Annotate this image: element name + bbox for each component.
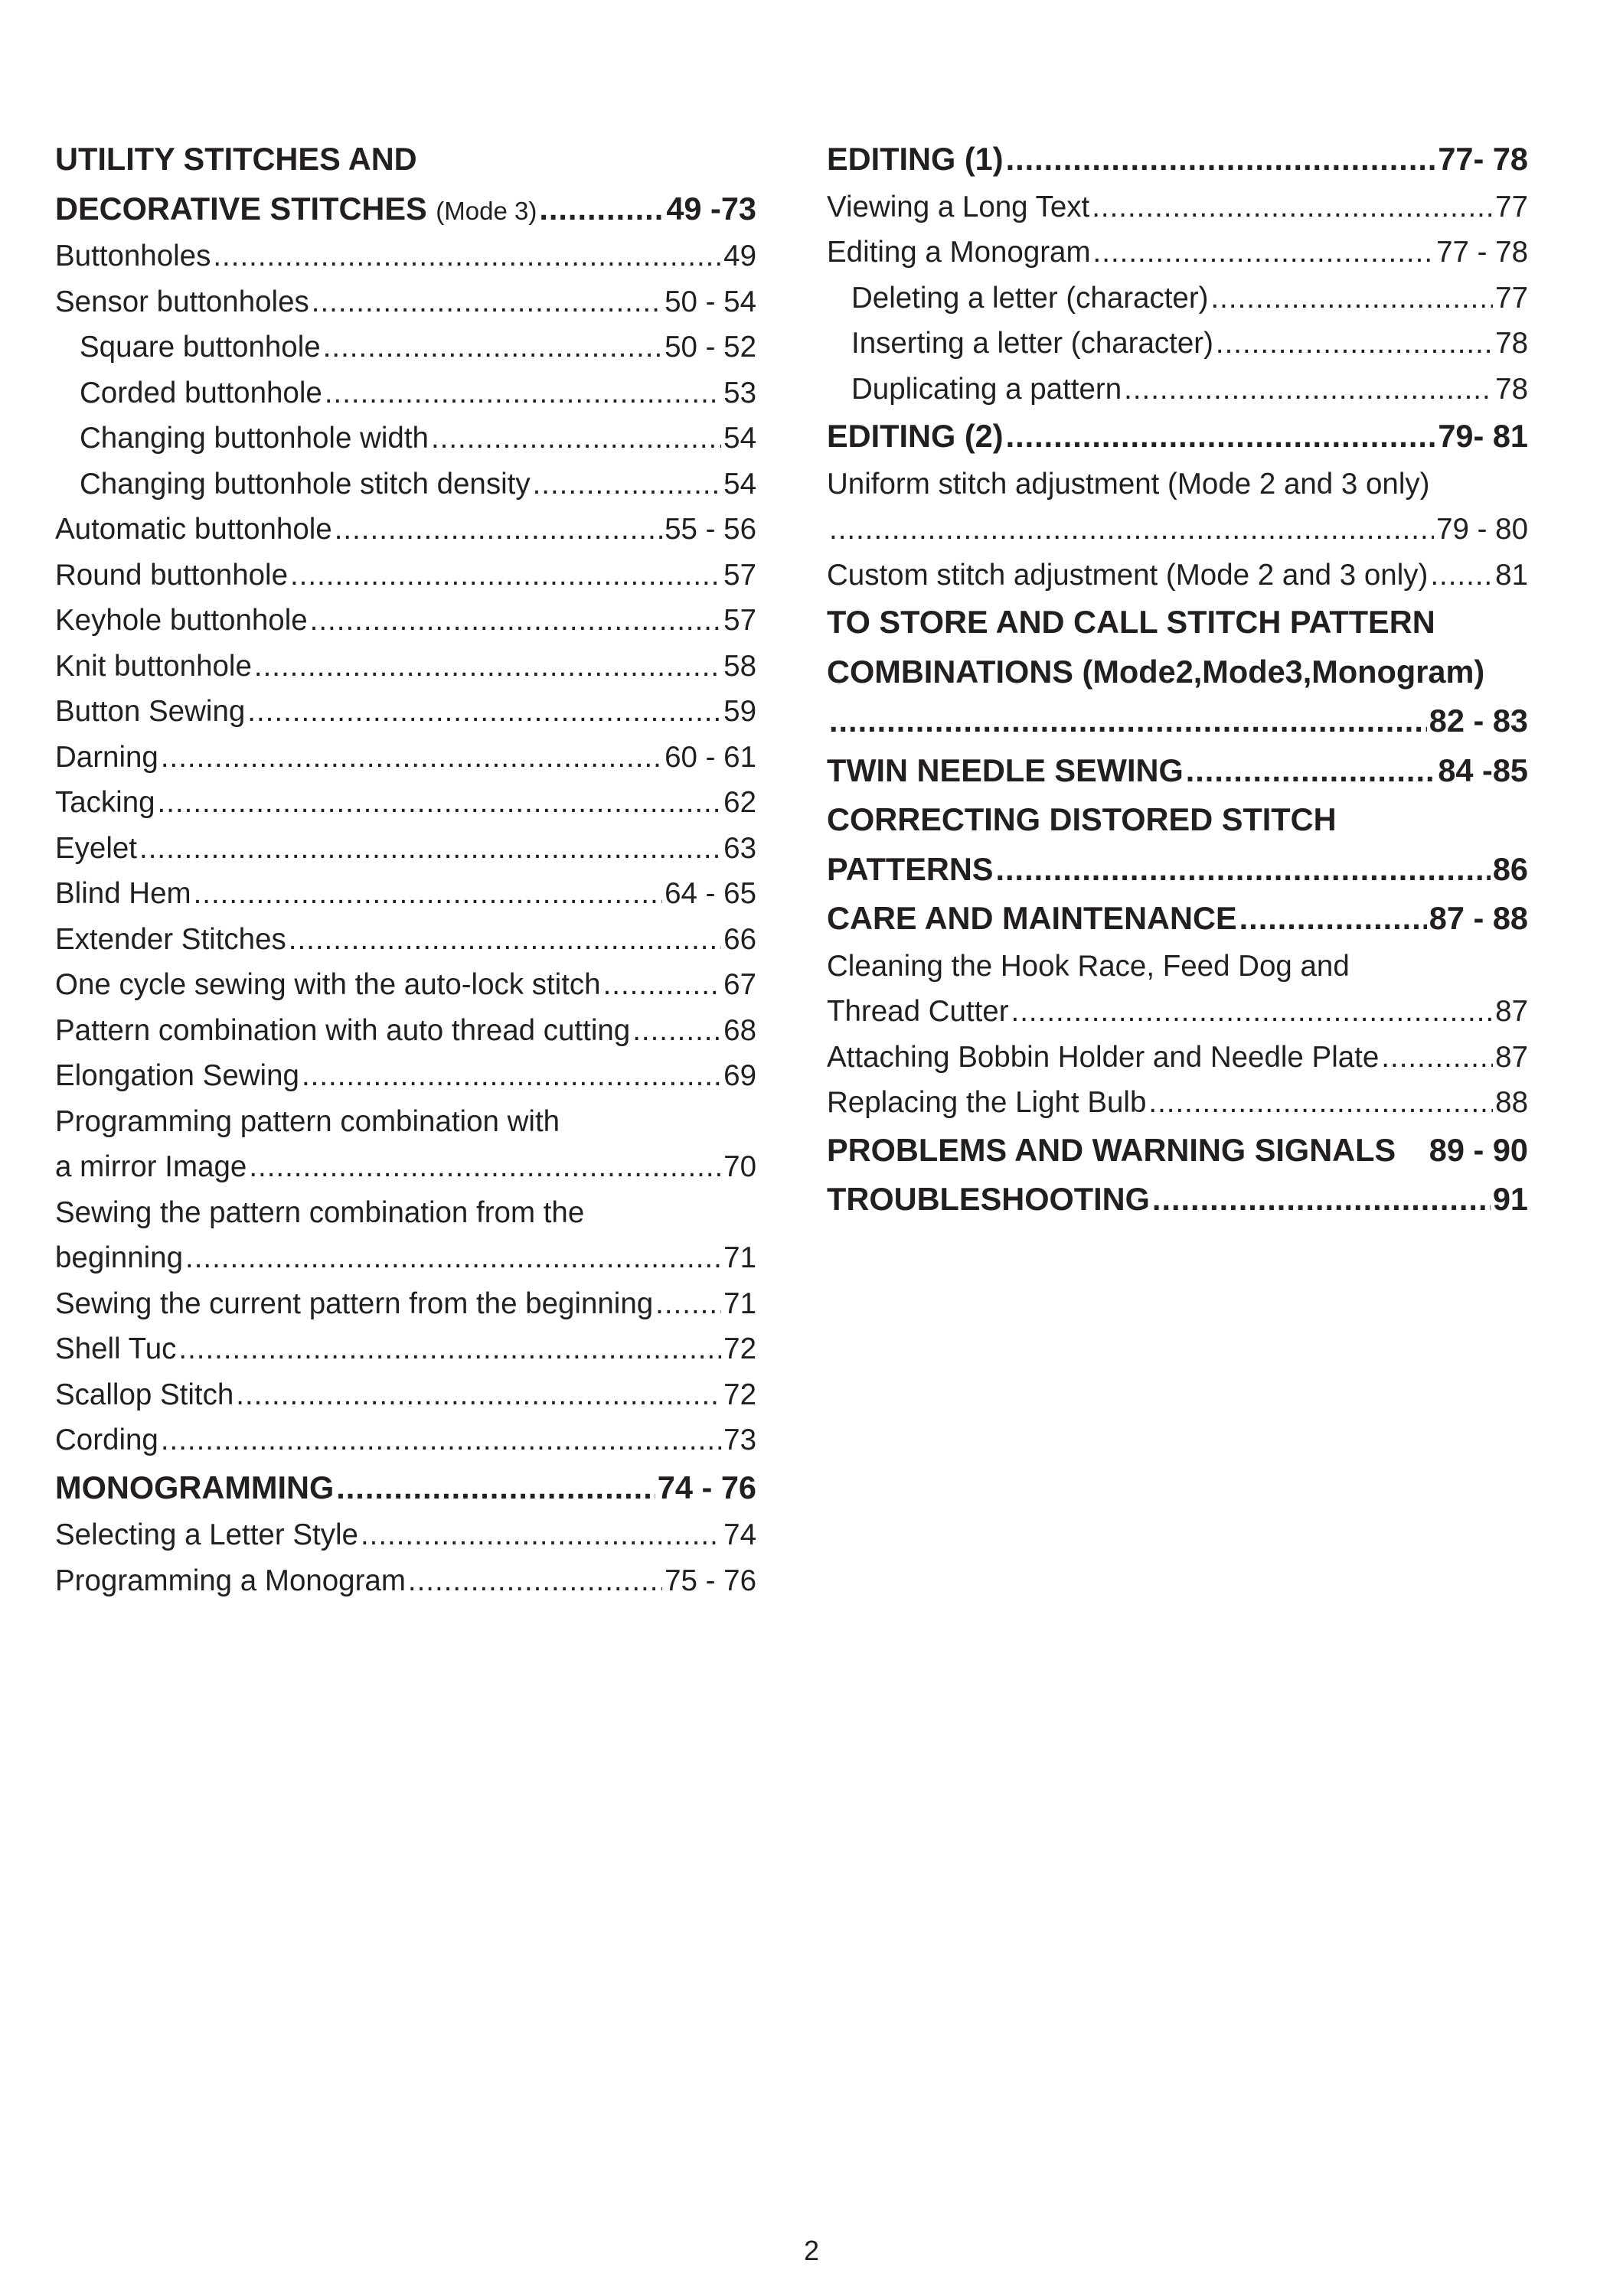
dot-leader [290,553,721,598]
toc-entry-title: a mirror Image [55,1150,247,1183]
toc-entry-title: Custom stitch adjustment (Mode 2 and 3 only) [827,558,1429,592]
toc-page-number: 64 - 65 [665,877,756,910]
toc-page-number: 87 [1495,1040,1528,1074]
toc-entry[interactable] [55,1372,756,1418]
toc-page-number: 86 [1492,850,1528,887]
toc-section-heading[interactable] [827,845,1528,895]
toc-entry-title: Round buttonhole [55,558,288,592]
toc-entry[interactable] [55,553,756,598]
toc-page-number: 77 [1495,281,1528,315]
dot-leader [247,689,721,735]
toc-entry-title: Attaching Bobbin Holder and Needle Plate [827,1040,1380,1074]
toc-subentry[interactable] [55,325,756,370]
toc-entry[interactable] [55,1281,756,1327]
toc-section-heading[interactable] [827,647,1528,697]
toc-section-heading[interactable] [827,795,1528,845]
toc-entry-title: Shell Tuc [55,1332,177,1365]
dot-leader [1124,367,1493,413]
toc-entry[interactable] [55,644,756,690]
toc-entry-title: Extender Stitches [55,922,286,956]
toc-entry-title: Square buttonhole [80,331,321,364]
toc-entry-title: Pattern combination with auto thread cutting [55,1013,631,1047]
toc-entry-title: Programming a Monogram [55,1564,406,1597]
dot-leader [1239,894,1427,944]
dot-leader [1006,135,1436,184]
toc-section-heading[interactable] [55,184,756,234]
toc-page-number: 74 - 76 [657,1469,756,1505]
dot-leader [539,184,664,234]
toc-entry-title: Uniform stitch adjustment (Mode 2 and 3 only) [827,467,1430,501]
dot-leader [1092,184,1493,230]
toc-page-number: 54 [723,422,756,455]
toc-page-number: 78 [1495,327,1528,360]
toc-entry-title: Blind Hem [55,877,191,910]
toc-entry-title: Cleaning the Hook Race, Feed Dog and [827,949,1350,983]
toc-page-number: 63 [723,831,756,865]
dot-leader [213,233,721,279]
dot-leader [249,1144,721,1190]
toc-section-heading[interactable] [55,1463,756,1513]
toc-entry[interactable] [55,1558,756,1604]
toc-entry[interactable] [55,1053,756,1099]
toc-entry[interactable] [55,826,756,872]
toc-entry-title: Button Sewing [55,695,246,728]
toc-subentry[interactable] [55,370,756,416]
toc-entry[interactable] [827,230,1528,276]
toc-entry[interactable] [55,1512,756,1558]
toc-page-number: 89 - 90 [1429,1131,1528,1168]
toc-page-number: 74 [723,1518,756,1551]
dot-leader [236,1372,721,1418]
toc-page-number: 71 [723,1287,756,1320]
toc-page-number: 79 - 80 [1436,513,1528,546]
dot-leader [178,1326,721,1372]
toc-entry-title: Changing buttonhole width [80,422,429,455]
dot-leader [336,1463,655,1513]
dot-leader [325,370,721,416]
toc-page-number: 88 [1495,1086,1528,1119]
toc-entry-title: beginning [55,1241,183,1274]
toc-page-number: 54 [723,467,756,501]
toc-section-heading[interactable] [827,894,1528,944]
toc-page-number: 82 - 83 [1429,703,1528,739]
toc-entry-title: Tacking [55,786,155,819]
toc-entry-title: One cycle sewing with the auto-lock stitch [55,968,601,1001]
dot-leader [1186,746,1436,796]
toc-entry-title: Duplicating a pattern [851,372,1122,406]
toc-page-number: 71 [723,1241,756,1274]
toc-entry-title: Programming pattern combination with [55,1104,560,1138]
toc-page-number: 50 - 52 [665,331,756,364]
toc-page-number: 77 - 78 [1436,236,1528,269]
toc-entry-title: Sensor buttonholes [55,285,309,318]
toc-page-number: 62 [723,786,756,819]
toc-entry-title: Editing a Monogram [827,236,1091,269]
dot-leader [408,1558,662,1604]
dot-leader [361,1512,721,1558]
dot-leader [1430,553,1493,598]
toc-page-number: 57 [723,558,756,592]
toc-entry-title: COMBINATIONS (Mode2,Mode3,Monogram) [827,653,1485,690]
dot-leader [829,696,1427,746]
toc-entry-title: TROUBLESHOOTING [827,1181,1150,1217]
toc-page-number: 55 - 56 [665,513,756,546]
toc-page-number: 58 [723,649,756,683]
toc-entry-title: DECORATIVE STITCHES (Mode 3) [55,190,537,227]
toc-entry-title: Scallop Stitch [55,1378,234,1411]
toc-page-number: 70 [723,1150,756,1183]
toc-entry-title: Thread Cutter [827,995,1009,1028]
dot-leader [1152,1175,1491,1225]
toc-entry[interactable] [55,1008,756,1054]
toc-entry-title: TWIN NEEDLE SEWING [827,752,1184,788]
dot-leader [1148,1080,1493,1126]
toc-entry[interactable] [55,735,756,781]
toc-page-number: 72 [723,1378,756,1411]
toc-section-heading[interactable] [827,412,1528,461]
toc-page-number: 77 [1495,190,1528,223]
dot-leader [655,1281,721,1327]
toc-entry[interactable] [827,553,1528,598]
toc-entry-title: EDITING (2) [827,418,1004,454]
toc-entry[interactable] [55,1417,756,1463]
toc-entry-title: UTILITY STITCHES AND [55,141,417,177]
toc-page-number: 60 - 61 [665,740,756,774]
toc-entry[interactable] [55,871,756,917]
toc-page-number: 49 -73 [666,190,756,227]
toc-entry-title: EDITING (1) [827,141,1004,177]
toc-page-number: 91 [1492,1181,1528,1217]
toc-section-heading[interactable] [827,1175,1528,1225]
toc-entry[interactable] [55,507,756,553]
toc-entry-title: Sewing the pattern combination from the [55,1195,585,1229]
dot-leader [1093,230,1435,276]
dot-leader [1006,412,1436,461]
dot-leader [194,871,663,917]
dot-leader [254,644,721,690]
toc-section-heading[interactable] [827,746,1528,796]
toc-page-number: 69 [723,1059,756,1092]
toc-entry-title: Replacing the Light Bulb [827,1086,1147,1119]
toc-page-number: 57 [723,604,756,637]
dot-leader [603,962,722,1008]
dot-leader [1216,321,1493,367]
toc-entry[interactable] [55,689,756,735]
toc-page-number: 50 - 54 [665,285,756,318]
toc-page-number: 68 [723,1013,756,1047]
toc-entry-title: MONOGRAMMING [55,1469,335,1505]
dot-leader [161,1417,721,1463]
toc-section-heading[interactable] [827,1126,1528,1176]
dot-leader [996,845,1491,895]
toc-entry[interactable] [827,507,1528,553]
dot-leader [323,325,662,370]
toc-page-number: 53 [723,376,756,409]
toc-entry-title: Deleting a letter (character) [851,281,1209,315]
toc-page-number: 59 [723,695,756,728]
dot-leader [632,1008,721,1054]
toc-left-column [55,135,756,1603]
toc-entry[interactable] [55,279,756,325]
dot-leader [310,598,722,644]
toc-page-number: 87 - 88 [1429,900,1528,936]
toc-subentry[interactable] [827,367,1528,413]
toc-entry-title: Corded buttonhole [80,376,322,409]
toc-entry[interactable] [55,1235,756,1281]
dot-leader [335,507,662,553]
toc-section-heading[interactable] [55,135,756,184]
toc-subentry[interactable] [55,461,756,507]
toc-entry-note: (Mode 3) [436,196,537,225]
toc-entry-title: Eyelet [55,831,138,865]
toc-entry[interactable] [55,962,756,1008]
page-number: 2 [803,2235,820,2266]
dot-leader [533,461,722,507]
toc-page-number: 73 [723,1424,756,1456]
dot-leader [185,1235,721,1281]
dot-leader [312,279,662,325]
toc-entry[interactable] [827,1080,1528,1126]
dot-leader [302,1053,721,1099]
toc-subentry[interactable] [827,321,1528,367]
toc-entry[interactable] [55,598,756,644]
dot-leader [1381,1035,1493,1081]
toc-entry[interactable] [827,1035,1528,1081]
toc-entry-title: PROBLEMS AND WARNING SIGNALS [827,1131,1396,1168]
toc-entry-title: CARE AND MAINTENANCE [827,900,1237,936]
dot-leader [1210,276,1493,321]
toc-entry-title: Sewing the current pattern from the beginning [55,1287,654,1320]
dot-leader [158,780,722,826]
toc-entry-title: Changing buttonhole stitch density [80,467,531,501]
toc-entry-title: Automatic buttonhole [55,513,332,546]
toc-entry[interactable] [827,989,1528,1035]
toc-entry-title: Buttonholes [55,240,211,272]
toc-subentry[interactable] [55,416,756,461]
toc-entry-title: TO STORE AND CALL STITCH PATTERN [827,604,1435,640]
toc-page-number: 78 [1495,372,1528,406]
toc-page-number: 77- 78 [1438,141,1528,177]
toc-section-heading[interactable] [827,696,1528,746]
dot-leader [431,416,721,461]
toc-entry-title: Selecting a Letter Style [55,1518,358,1551]
toc-entry-title: Darning [55,740,158,774]
toc-entry-title: Cording [55,1424,158,1456]
toc-entry[interactable] [55,917,756,963]
toc-page-number: 75 - 76 [665,1564,756,1597]
toc-section-heading[interactable] [827,135,1528,184]
toc-page-number: 79- 81 [1438,418,1528,454]
dot-leader [289,917,721,963]
toc-page-number: 72 [723,1332,756,1365]
dot-leader [139,826,721,872]
toc-entry[interactable] [55,1190,756,1236]
toc-page-number: 81 [1495,558,1528,592]
toc-page-number: 67 [723,968,756,1001]
toc-entry[interactable] [55,1099,756,1145]
toc-entry[interactable] [55,1144,756,1190]
toc-entry[interactable] [827,461,1528,507]
toc-page-number: 66 [723,922,756,956]
toc-entry[interactable] [827,944,1528,990]
dot-leader [1011,989,1494,1035]
toc-entry[interactable] [55,233,756,279]
toc-entry-title: Viewing a Long Text [827,190,1090,223]
toc-entry-title: Keyhole buttonhole [55,604,308,637]
toc-entry-title: Elongation Sewing [55,1059,299,1092]
toc-page-number: 87 [1495,995,1528,1028]
dot-leader [829,507,1434,553]
toc-section-heading[interactable] [827,598,1528,647]
toc-entry-title: CORRECTING DISTORED STITCH [827,801,1337,837]
toc-subentry[interactable] [827,276,1528,321]
toc-entry[interactable] [55,780,756,826]
toc-entry[interactable] [55,1326,756,1372]
toc-entry[interactable] [827,184,1528,230]
toc-entry-title: Inserting a letter (character) [851,327,1213,360]
toc-page-number: 49 [723,240,756,272]
toc-entry-title: Knit buttonhole [55,649,252,683]
toc-entry-title: PATTERNS [827,850,994,887]
dot-leader [161,735,662,781]
toc-page-number: 84 -85 [1438,752,1528,788]
toc-right-column [827,135,1528,1225]
